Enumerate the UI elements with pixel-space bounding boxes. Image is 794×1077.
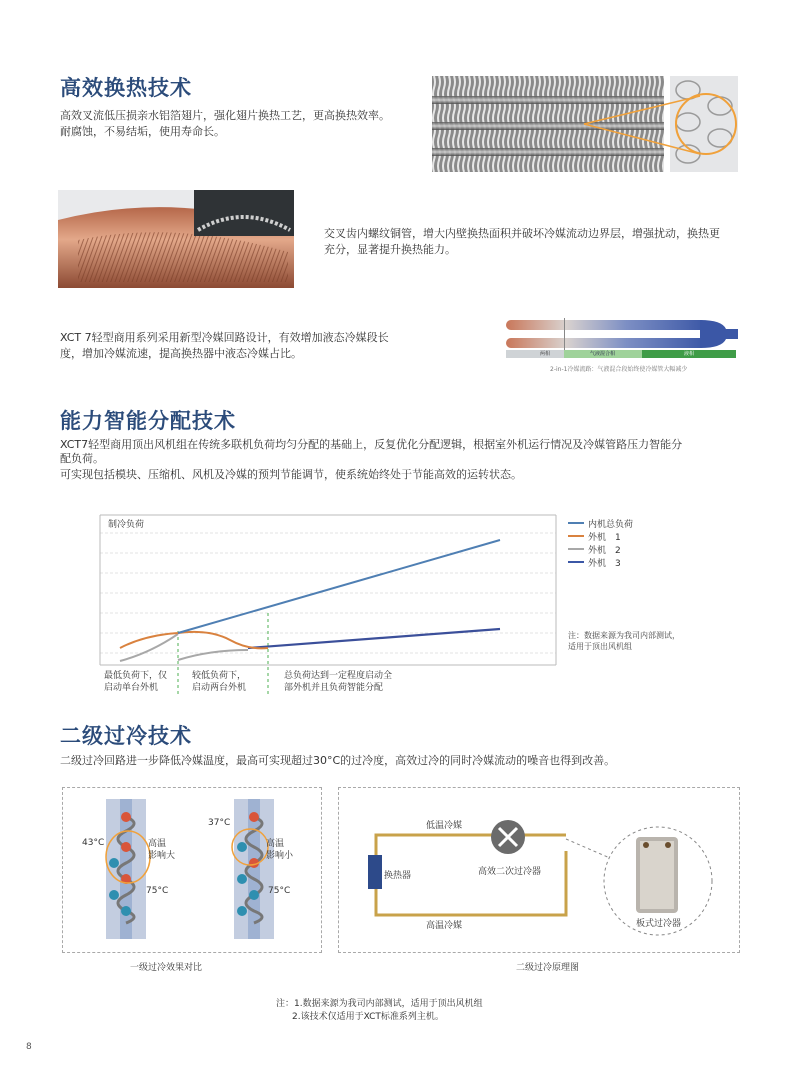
legend-outdoor-1: 外机 1	[588, 533, 621, 543]
chart-legend	[568, 523, 584, 562]
first-stage-comparison-figure	[62, 787, 320, 951]
paragraph-capacity-3: 可实现包括模块、压缩机、风机及冷媒的预判节能调节，使系统始终处于节能高效的运转状态。	[60, 468, 522, 481]
temp-label-75-b: 75°C	[268, 886, 291, 896]
section-title-capacity: 能力智能分配技术	[60, 409, 236, 433]
zoom-callout-lines	[580, 76, 710, 172]
series-outdoor-3-line	[248, 629, 500, 648]
label-heat-exchanger: 换热器	[384, 871, 412, 881]
page-number: 8	[26, 1042, 32, 1052]
caption-first-stage: 一级过冷效果对比	[130, 963, 203, 973]
paragraph-copper-tube-2: 充分，显著提升换热能力。	[324, 243, 456, 256]
label-high-temp-1b: 影响大	[148, 851, 176, 861]
label-high-temp-2a: 高温	[266, 839, 285, 849]
chart-note-line2: 适用于顶出风机组	[568, 642, 632, 651]
circuit-caption: 2-in-1冷媒流路：气液混合段始终使冷媒管大幅减少	[550, 366, 688, 373]
stage-label-3a: 总负荷达到一定程度启动全	[284, 671, 393, 681]
copper-tube-photo	[58, 190, 294, 288]
series-total-load-line	[178, 540, 500, 633]
label-high-temp-2b: 影响小	[266, 851, 294, 861]
label-plate-subcooler: 板式过冷器	[636, 919, 682, 929]
chart-grid	[100, 533, 556, 653]
chart-note-line1: 注：数据来源为我司内部测试，	[568, 631, 680, 640]
temp-label-37: 37°C	[208, 818, 231, 828]
legend-total-load: 内机总负荷	[588, 520, 634, 530]
circuit-label-mixed: 气液混合相	[590, 351, 616, 357]
paragraph-fin-2: 耐腐蚀，不易结垢，使用寿命长。	[60, 125, 225, 138]
legend-outdoor-3: 外机 3	[588, 559, 621, 569]
label-high-temp-refrigerant: 高温冷媒	[426, 921, 463, 931]
circuit-label-liquid: 液相	[684, 351, 695, 357]
stage-label-2a: 较低负荷下，	[192, 671, 247, 681]
section-title-heat-exchange: 高效换热技术	[60, 76, 192, 100]
section-title-subcooling: 二级过冷技术	[60, 724, 192, 748]
legend-outdoor-2: 外机 2	[588, 546, 621, 556]
footnote-1: 注：1.数据来源为我司内部测试，适用于顶出风机组	[276, 999, 483, 1009]
paragraph-subcooling: 二级过冷回路进一步降低冷媒温度，最高可实现超过30°C的过冷度，高效过冷的同时冷媒流动的噪音也得到改善。	[60, 754, 616, 767]
chart-ylabel: 制冷负荷	[108, 520, 145, 530]
label-low-temp-refrigerant: 低温冷媒	[426, 821, 463, 831]
paragraph-circuit-2: 度，增加冷媒流速，提高换热器中液态冷媒占比。	[60, 347, 302, 360]
paragraph-fin: 高效叉流低压损亲水铝箔翅片，强化翅片换热工艺，更高换热效率。	[60, 109, 390, 122]
paragraph-circuit: XCT 7轻型商用系列采用新型冷媒回路设计，有效增加液态冷媒段长	[60, 331, 389, 344]
series-outdoor-1-line	[120, 632, 268, 648]
circuit-label-two-phase: 两相	[540, 351, 551, 357]
stage-label-1a: 最低负荷下，仅	[104, 671, 168, 681]
caption-second-stage: 二级过冷原理图	[516, 963, 580, 973]
paragraph-copper-tube: 交叉齿内螺纹铜管，增大内壁换热面积并破坏冷媒流动边界层，增强扰动，换热更	[324, 227, 720, 240]
load-chart	[90, 505, 740, 700]
temp-label-43: 43°C	[82, 838, 105, 848]
series-outdoor-2-line-b	[178, 650, 248, 660]
label-subcooler: 高效二次过冷器	[478, 867, 542, 877]
paragraph-capacity-2: 配负荷。	[60, 452, 104, 465]
stage-label-3b: 部外机并且负荷智能分配	[284, 683, 384, 693]
label-high-temp-1a: 高温	[148, 839, 167, 849]
stage-label-2b: 启动两台外机	[192, 683, 247, 693]
temp-label-75-a: 75°C	[146, 886, 169, 896]
paragraph-capacity: XCT7轻型商用顶出风机组在传统多联机负荷均匀分配的基础上，反复优化分配逻辑，根据室外机运行情况及冷媒管路压力智能分	[60, 438, 683, 451]
footnote-2: 2.该技术仅适用于XCT标准系列主机。	[292, 1012, 444, 1022]
stage-label-1b: 启动单台外机	[104, 683, 159, 693]
